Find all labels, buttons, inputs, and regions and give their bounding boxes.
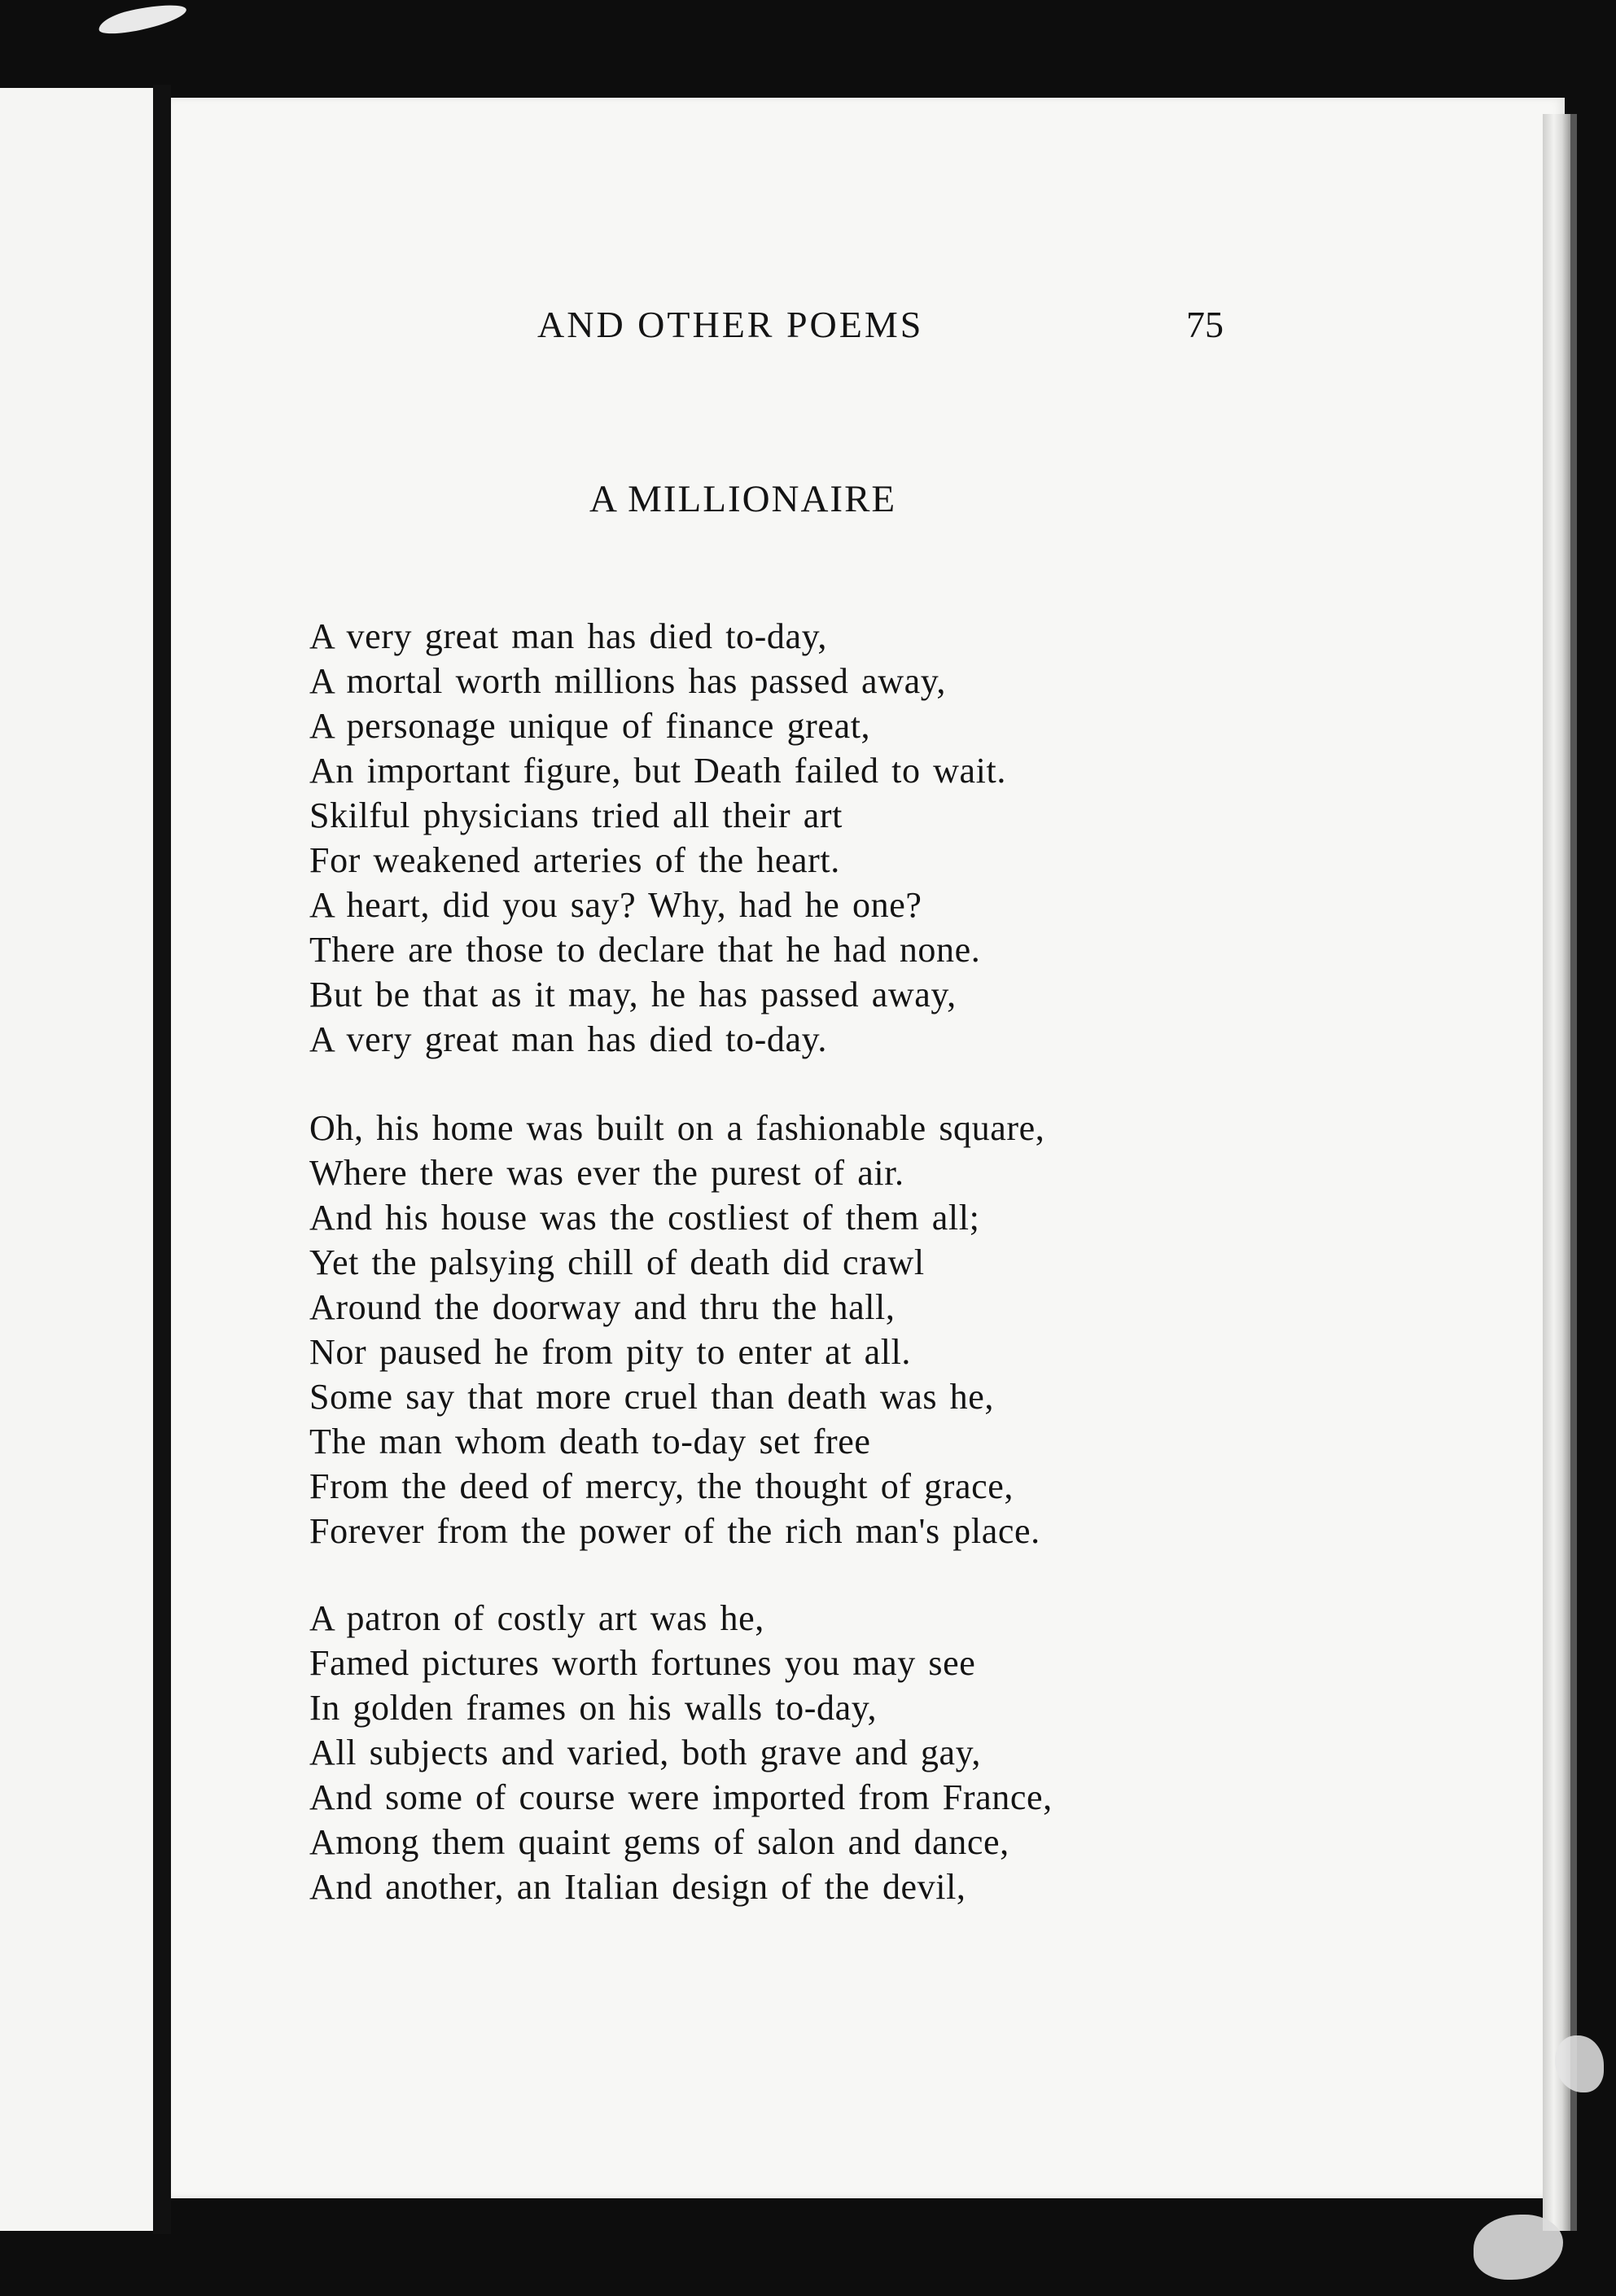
poem-line: But be that as it may, he has passed away, xyxy=(309,975,957,1014)
poem-line: There are those to declare that he had none. xyxy=(309,930,981,970)
poem-line: Some say that more cruel than death was he, xyxy=(309,1377,994,1417)
poem-line: From the deed of mercy, the thought of grace, xyxy=(309,1466,1014,1506)
poem-line: Skilful physicians tried all their art xyxy=(309,795,843,835)
stanza-2 xyxy=(309,1106,1044,1553)
poem-line: Among them quaint gems of salon and dance, xyxy=(309,1822,1009,1862)
poem-line: Forever from the power of the rich man's place. xyxy=(309,1511,1040,1551)
poem-line: The man whom death to-day set free xyxy=(309,1422,871,1461)
poem-line: And his house was the costliest of them all; xyxy=(309,1198,980,1238)
poem-line: All subjects and varied, both grave and gay, xyxy=(309,1733,981,1772)
scan-blemish xyxy=(1474,2215,1563,2280)
page-edge-shadow xyxy=(1570,114,1577,2231)
poem-line: Yet the palsying chill of death did crawl xyxy=(309,1242,925,1282)
poem-line: Where there was ever the purest of air. xyxy=(309,1153,904,1193)
stanza-3 xyxy=(309,1596,1053,1909)
stanza-1 xyxy=(309,614,1006,1062)
poem-line: A heart, did you say? Why, had he one? xyxy=(309,885,922,925)
scan-blemish xyxy=(96,0,188,38)
poem-line: A patron of costly art was he, xyxy=(309,1598,764,1638)
page-edge xyxy=(1543,114,1570,2231)
poem-line: For weakened arteries of the heart. xyxy=(309,840,840,880)
poem-line: And another, an Italian design of the devil, xyxy=(309,1867,966,1907)
poem-line: In golden frames on his walls to-day, xyxy=(309,1688,878,1728)
poem-line: A very great man has died to-day. xyxy=(309,1019,827,1059)
poem-line: Oh, his home was built on a fashionable square, xyxy=(309,1108,1045,1148)
poem-line: Around the doorway and thru the hall, xyxy=(309,1287,896,1327)
book-gutter xyxy=(153,85,171,2234)
facing-page-edge xyxy=(0,88,153,2231)
poem-title: A MILLIONAIRE xyxy=(589,478,897,520)
poem-line: And some of course were imported from France, xyxy=(309,1777,1053,1817)
page-number: 75 xyxy=(1186,304,1224,345)
poem-line: Nor paused he from pity to enter at all. xyxy=(309,1332,912,1372)
poem-line: A personage unique of finance great, xyxy=(309,706,871,746)
poem-line: An important figure, but Death failed to wait. xyxy=(309,751,1006,791)
running-head: AND OTHER POEMS xyxy=(537,304,924,345)
poem-line: A mortal worth millions has passed away, xyxy=(309,661,947,701)
poem-line: A very great man has died to-day, xyxy=(309,616,827,656)
poem-line: Famed pictures worth fortunes you may see xyxy=(309,1643,976,1683)
